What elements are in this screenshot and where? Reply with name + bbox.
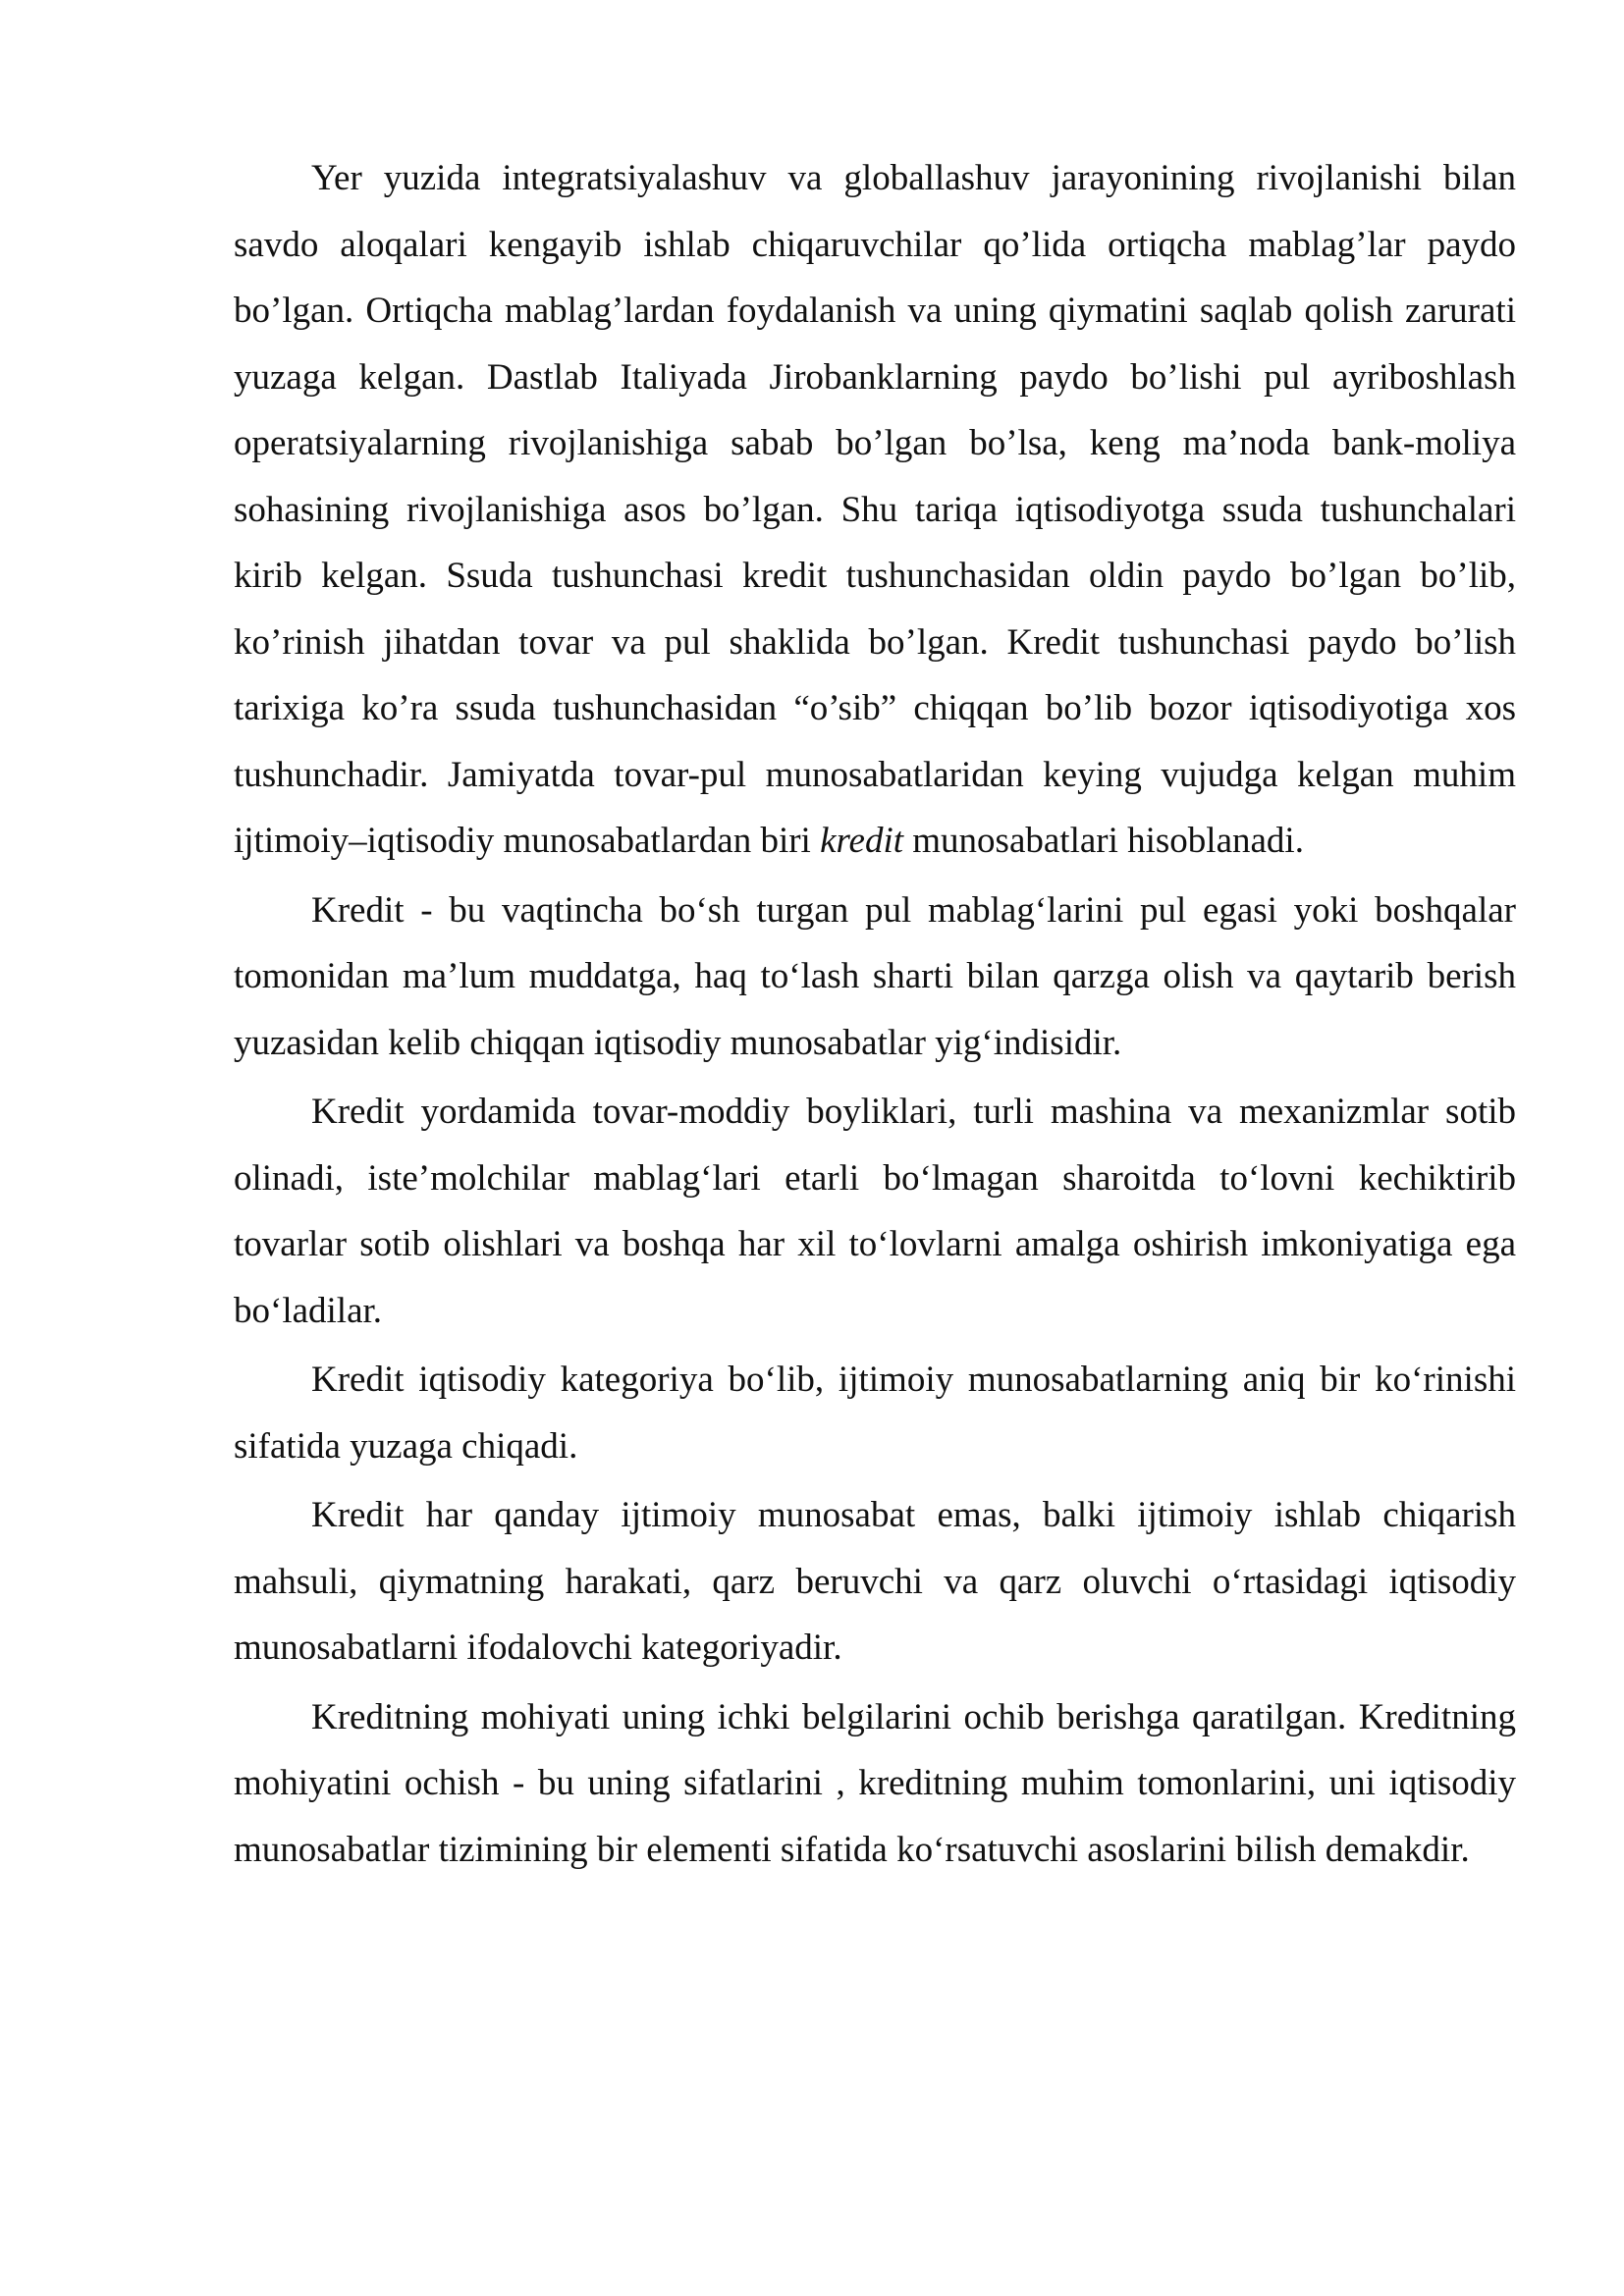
- paragraph-5: Kredit har qanday ijtimoiy munosabat emas, balki ijtimoiy ishlab chiqarish mahsuli, qiymatning harakati, qarz beruvchi va qarz oluvchi o‘rtasidagi iqtisodiy munosabatlarni ifodalovchi kategoriyadir.: [234, 1495, 1516, 1668]
- emphasized-term: kredit: [820, 821, 904, 861]
- paragraph-4: Kredit iqtisodiy kategoriya bo‘lib, ijtimoiy munosabatlarning aniq bir ko‘rinishi sifatida yuzaga chiqadi.: [234, 1360, 1516, 1467]
- paragraph-1-text: Yer yuzida integratsiyalashuv va globallashuv jarayonining rivojlanishi bilan savdo aloqalari kengayib ishlab chiqaruvchilar qo’lida ortiqcha mablag’lar paydo bo’lgan. Ortiqcha mablag’lardan foydalanish va uning qiymatini saqlab qolish zarurati yuzaga kelgan. Dastlab Italiyada Jirobanklarning paydo bo’lishi pul ayriboshlash operatsiyalarning rivojlanishiga sabab bo’lgan bo’lsa, keng ma’noda bank-moliya sohasining rivojlanishiga asos bo’lgan. Shu tariqa iqtisodiyotga ssuda tushunchalari kirib kelgan. Ssuda tushunchasi kredit tushunchasidan oldin paydo bo’lgan bo’lib, ko’rinish jihatdan tovar va pul shaklida bo’lgan. Kredit tushunchasi paydo bo’lish tarixiga ko’ra ssuda tushunchasidan “o’sib” chiqqan bo’lib bozor iqtisodiyotiga xos tushunchadir. Jamiyatda tovar-pul munosabatlaridan keying vujudga kelgan muhim ijtimoiy–iqtisodiy munosabatlardan biri: [234, 158, 1516, 861]
- paragraph-6: Kreditning mohiyati uning ichki belgilarini ochib berishga qaratilgan. Kreditning mohiyatini ochish - bu uning sifatlarini , kreditning muhim tomonlarini, uni iqtisodiy munosabatlar tizimining bir elementi sifatida ko‘rsatuvchi asoslarini bilish demakdir.: [234, 1696, 1516, 1870]
- document-body: [234, 145, 1516, 1883]
- paragraph-2: Kredit - bu vaqtincha bo‘sh turgan pul mablag‘larini pul egasi yoki boshqalar tomonidan ma’lum muddatga, haq to‘lash sharti bilan qarzga olish va qaytarib berish yuzasidan kelib chiqqan iqtisodiy munosabatlar yig‘indisidir.: [234, 889, 1516, 1063]
- paragraph-1: [234, 145, 1516, 875]
- paragraph-3: Kredit yordamida tovar-moddiy boyliklari, turli mashina va mexanizmlar sotib olinadi, iste’molchilar mablag‘lari etarli bo‘lmagan sharoitda to‘lovni kechiktirib tovarlar sotib olishlari va boshqa har xil to‘lovlarni amalga oshirish imkoniyatiga ega bo‘ladilar.: [234, 1092, 1516, 1331]
- paragraph-1-text-end: munosabatlari hisoblanadi.: [903, 821, 1304, 861]
